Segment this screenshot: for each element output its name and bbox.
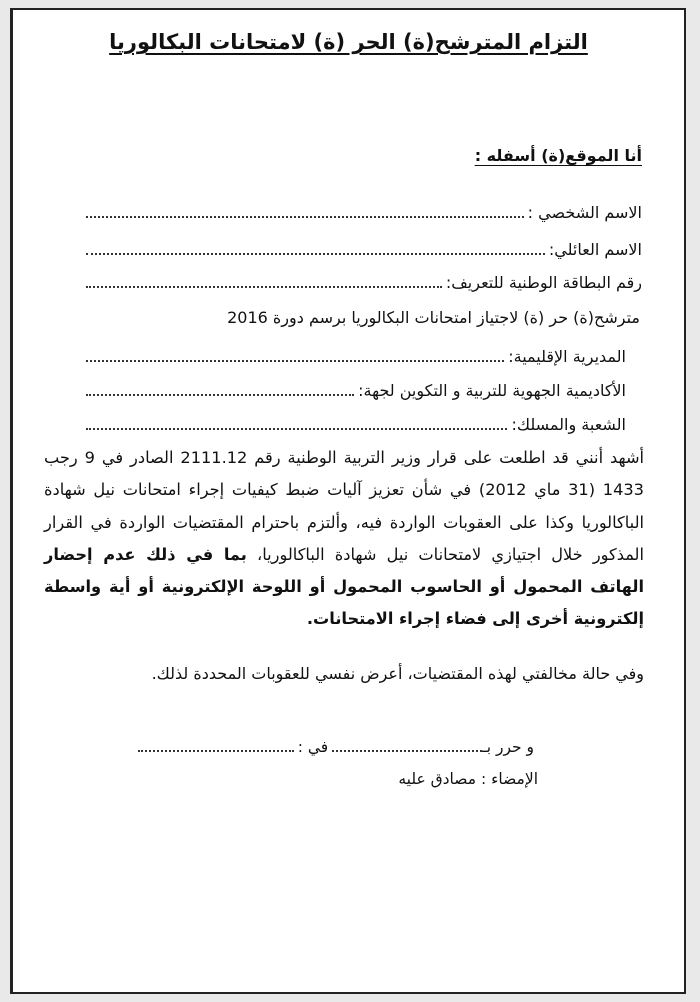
declaration-paragraph (44, 442, 644, 636)
declaration-text: أشهد أنني قد اطلعت على قرار وزير التربية الوطنية رقم 2111.12 الصادر في 9 رجب 1433 (31 ماي 2012) في شأن تعزيز آليات ضبط كيفيات إجراء امتحانات نيل شهادة الباكالوريا وكذا على العقوبات الواردة فيه، وألتزم باحترام المقتضيات الواردة في القرار المذكور خلال اجتيازي لامتحانات نيل شهادة الباكالوريا، (44, 448, 645, 564)
candidate-line: مترشح(ة) حر (ة) لاجتياز امتحانات البكالوريا برسم دورة 2016 (227, 308, 640, 327)
first-name-field[interactable] (86, 202, 642, 228)
academy-field[interactable] (86, 380, 626, 406)
directorate-field[interactable] (86, 346, 626, 372)
directorate-blank[interactable] (86, 346, 504, 362)
branch-blank[interactable] (86, 414, 507, 430)
academy-label: الأكاديمية الجهوية للتربية و التكوين لجهة: (358, 381, 626, 400)
on-date-label: في : (297, 738, 329, 756)
branch-label: الشعبة والمسلك: (511, 415, 626, 434)
cin-blank[interactable] (86, 272, 442, 288)
place-date-row (94, 738, 534, 764)
last-name-field[interactable] (86, 239, 642, 265)
made-at-label: و حرر بـ (482, 738, 534, 756)
first-name-label: الاسم الشخصي : (527, 203, 642, 222)
cin-field[interactable] (86, 272, 642, 298)
directorate-label: المديرية الإقليمية: (508, 347, 626, 366)
branch-field[interactable] (86, 414, 626, 440)
academy-blank[interactable] (86, 380, 354, 396)
document-title: التزام المترشح(ة) الحر (ة) لامتحانات البكالوريا (109, 30, 588, 54)
intro-statement: أنا الموقع(ة) أسفله : (474, 146, 642, 165)
closing-statement: وفي حالة مخالفتي لهذه المقتضيات، أعرض نفسي للعقوبات المحددة لذلك. (151, 664, 644, 683)
last-name-blank[interactable] (86, 239, 545, 255)
document-page (10, 8, 686, 994)
cin-label: رقم البطاقة الوطنية للتعريف: (445, 273, 642, 292)
date-blank[interactable] (138, 738, 294, 752)
last-name-label: الاسم العائلي: (548, 240, 642, 259)
declaration-bold-text: بما في ذلك عدم إحضار الهاتف المحمول أو الحاسوب المحمول أو اللوحة الإلكترونية أو أية واسطة إلكترونية أخرى إلى فضاء إجراء الامتحانات. (44, 544, 644, 629)
signature-label: الإمضاء : مصادق عليه (398, 770, 538, 788)
first-name-blank[interactable] (86, 202, 524, 218)
place-blank[interactable] (332, 738, 482, 752)
